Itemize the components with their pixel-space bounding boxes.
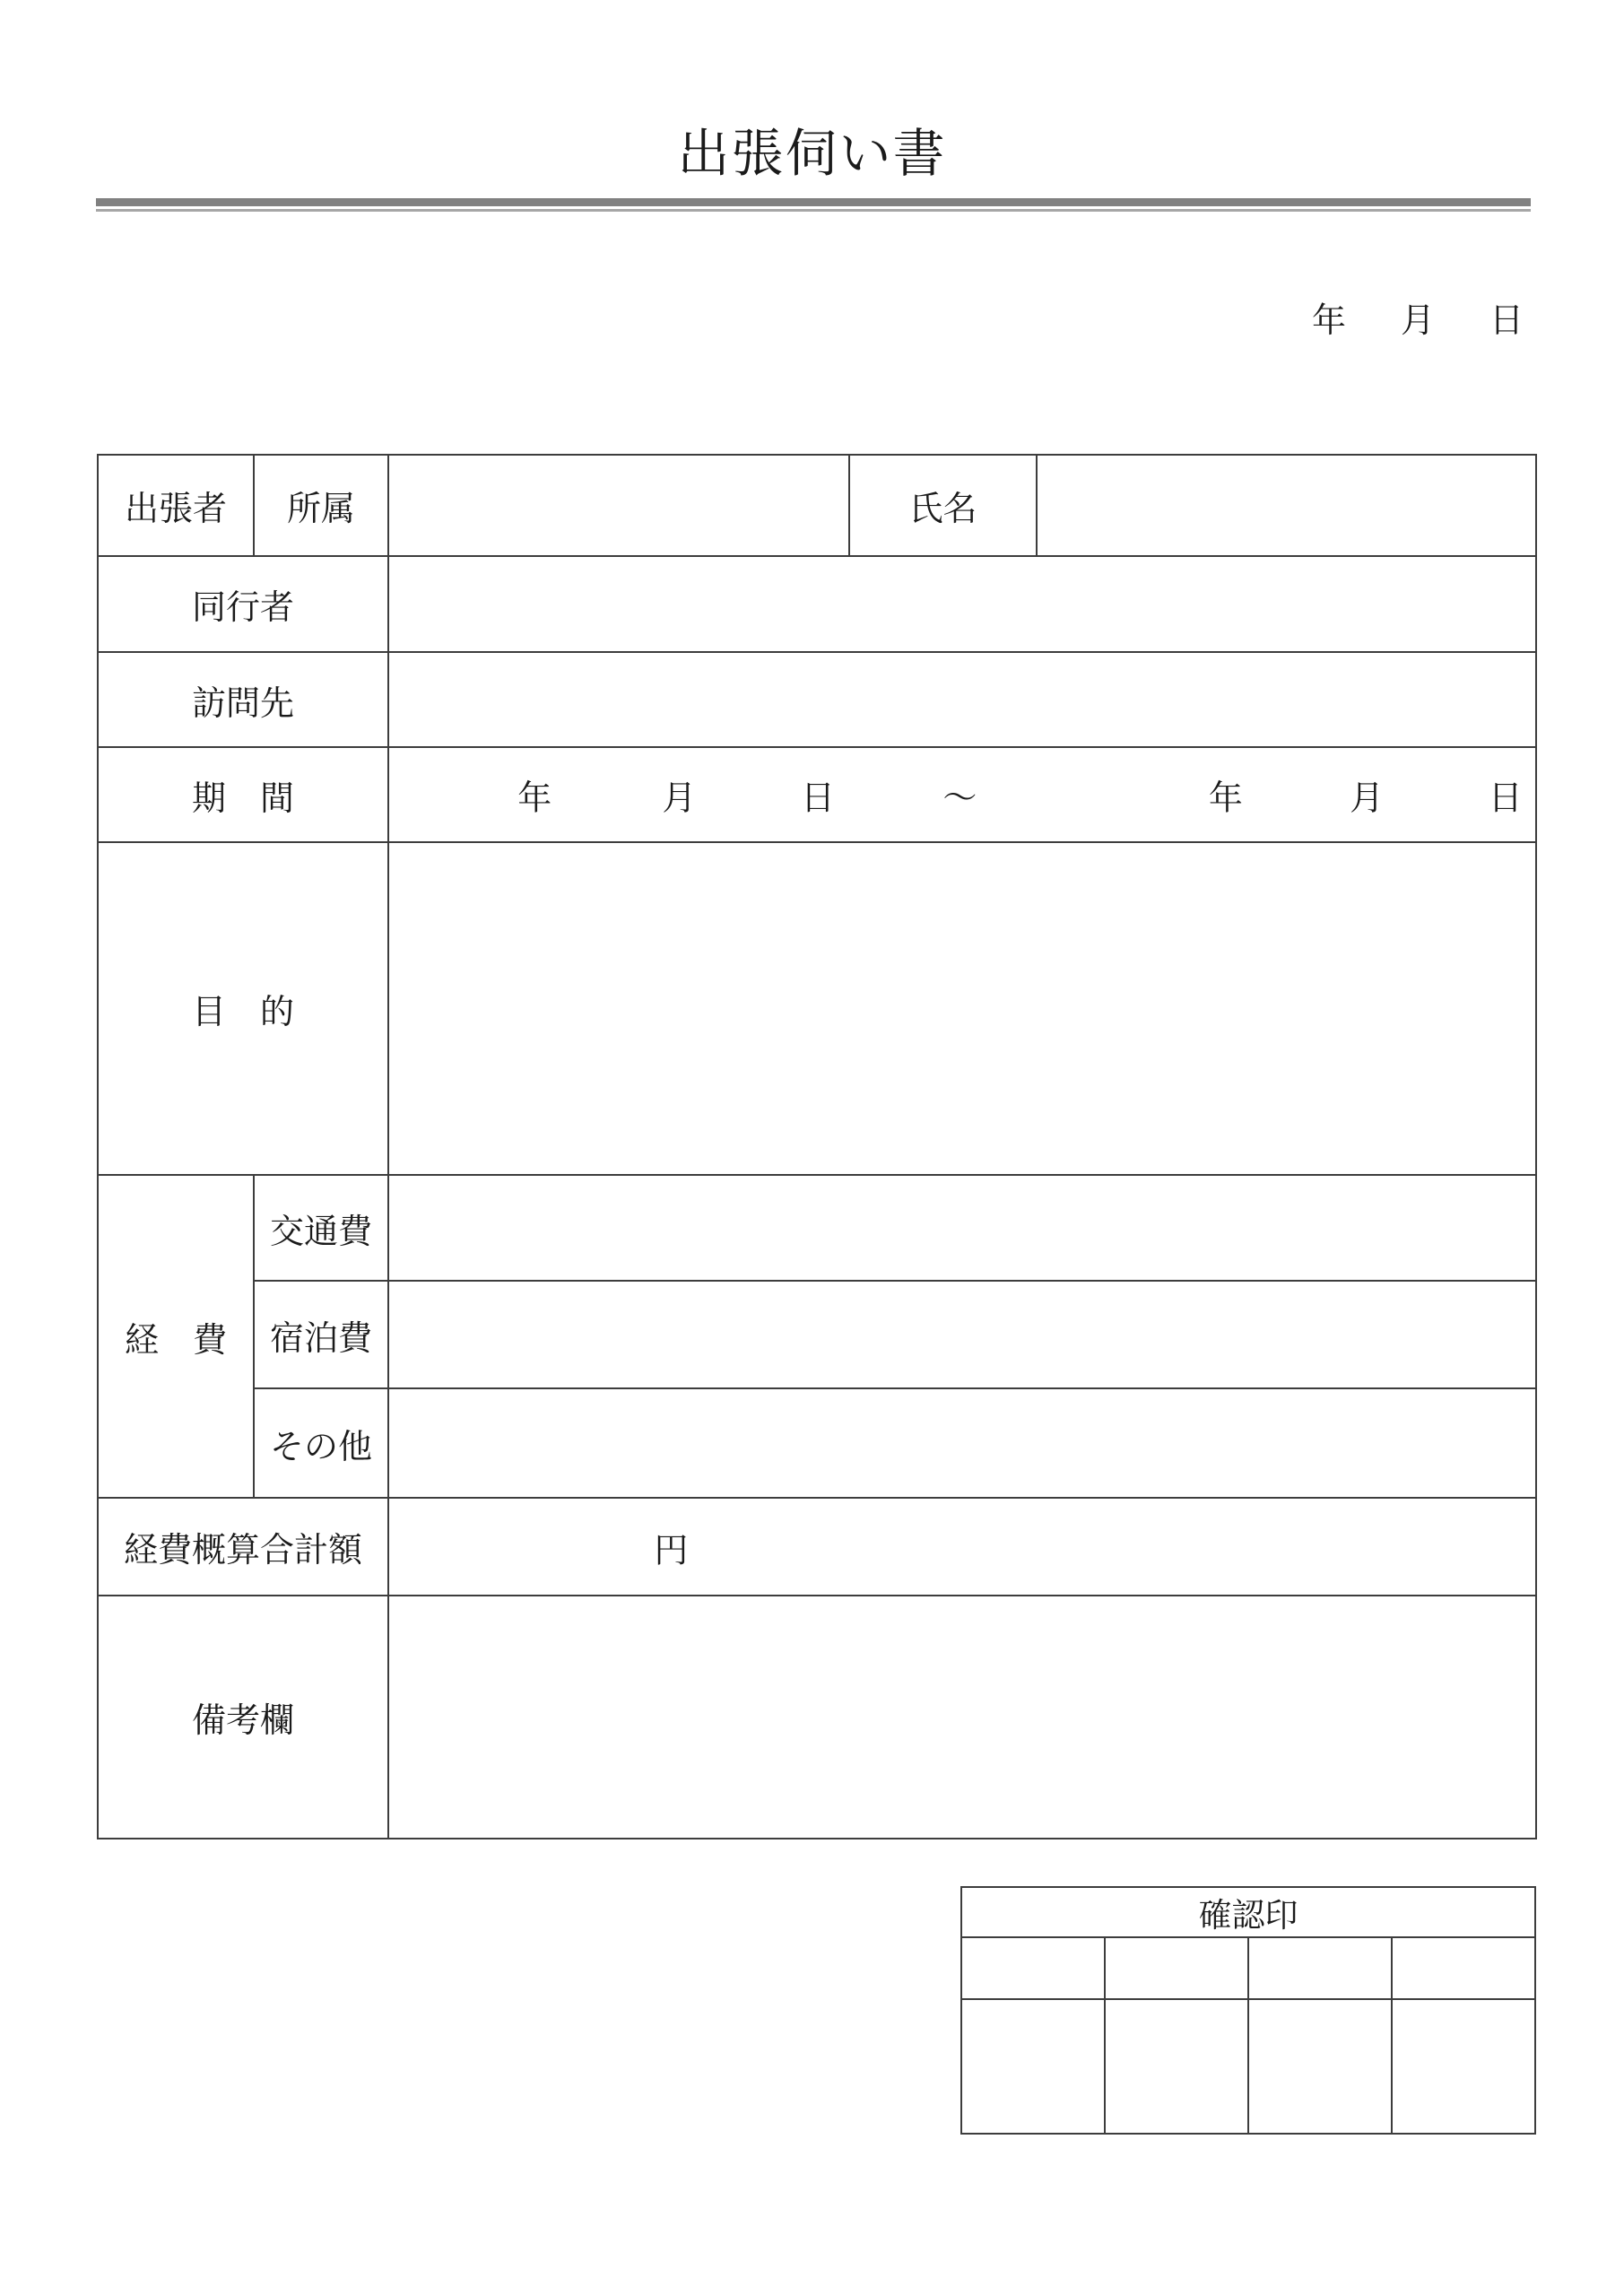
period-start-year-label: 年: [517, 779, 552, 818]
trip-request-table: [97, 454, 1537, 1839]
remarks-input-cell[interactable]: [388, 1596, 1536, 1839]
date-line: [1312, 292, 1524, 342]
department-input-cell[interactable]: [388, 455, 849, 556]
other-input-cell[interactable]: [388, 1388, 1536, 1498]
destination-input-cell[interactable]: [388, 652, 1536, 747]
seal-stamp-cell-4[interactable]: [1392, 1999, 1535, 2134]
period-input-cell[interactable]: [388, 747, 1536, 842]
remarks-label-cell: 備考欄: [98, 1596, 388, 1839]
seal-stamp-cell-2[interactable]: [1105, 1999, 1248, 2134]
seal-name-cell-2[interactable]: [1105, 1937, 1248, 1999]
approval-seal-table: [960, 1886, 1536, 2135]
purpose-label-cell: 目 的: [98, 842, 388, 1175]
companion-label-cell: 同行者: [98, 556, 388, 652]
lodging-label-cell: 宿泊費: [254, 1281, 388, 1388]
name-input-cell[interactable]: [1037, 455, 1536, 556]
yen-unit-label: 円: [654, 1532, 689, 1570]
date-year-label: 年: [1311, 302, 1346, 340]
period-end-month-label: 月: [1350, 779, 1385, 818]
lodging-input-cell[interactable]: [388, 1281, 1536, 1388]
title-divider-thin-line: [96, 209, 1531, 212]
period-end-day-label: 日: [1488, 779, 1523, 818]
period-start-day-label: 日: [800, 779, 835, 818]
seal-table-title: 確認印: [961, 1887, 1535, 1937]
seal-name-cell-3[interactable]: [1248, 1937, 1392, 1999]
title-divider-thick-line: [96, 198, 1531, 206]
period-end-year-label: 年: [1208, 779, 1243, 818]
total-amount-input-cell[interactable]: [388, 1498, 1536, 1596]
seal-name-cell-1[interactable]: [961, 1937, 1105, 1999]
seal-stamp-cell-3[interactable]: [1248, 1999, 1392, 2134]
transport-label-cell: 交通費: [254, 1175, 388, 1281]
date-day-label: 日: [1489, 302, 1524, 340]
total-label-cell: 経費概算合計額: [98, 1498, 388, 1596]
department-label-cell: 所属: [254, 455, 388, 556]
expenses-label-cell: 経 費: [98, 1175, 254, 1498]
purpose-input-cell[interactable]: [388, 842, 1536, 1175]
title-divider: [96, 198, 1531, 212]
date-month-label: 月: [1400, 302, 1435, 340]
period-tilde-separator: ～: [942, 779, 977, 818]
seal-name-cell-4[interactable]: [1392, 1937, 1535, 1999]
period-label-cell: 期 間: [98, 747, 388, 842]
period-start-month-label: 月: [662, 779, 697, 818]
other-label-cell: その他: [254, 1388, 388, 1498]
seal-stamp-cell-1[interactable]: [961, 1999, 1105, 2134]
companion-input-cell[interactable]: [388, 556, 1536, 652]
destination-label-cell: 訪問先: [98, 652, 388, 747]
transport-input-cell[interactable]: [388, 1175, 1536, 1281]
document-title: 出張伺い書: [677, 125, 947, 183]
traveler-label-cell: 出張者: [98, 455, 254, 556]
name-label-cell: 氏名: [849, 455, 1037, 556]
